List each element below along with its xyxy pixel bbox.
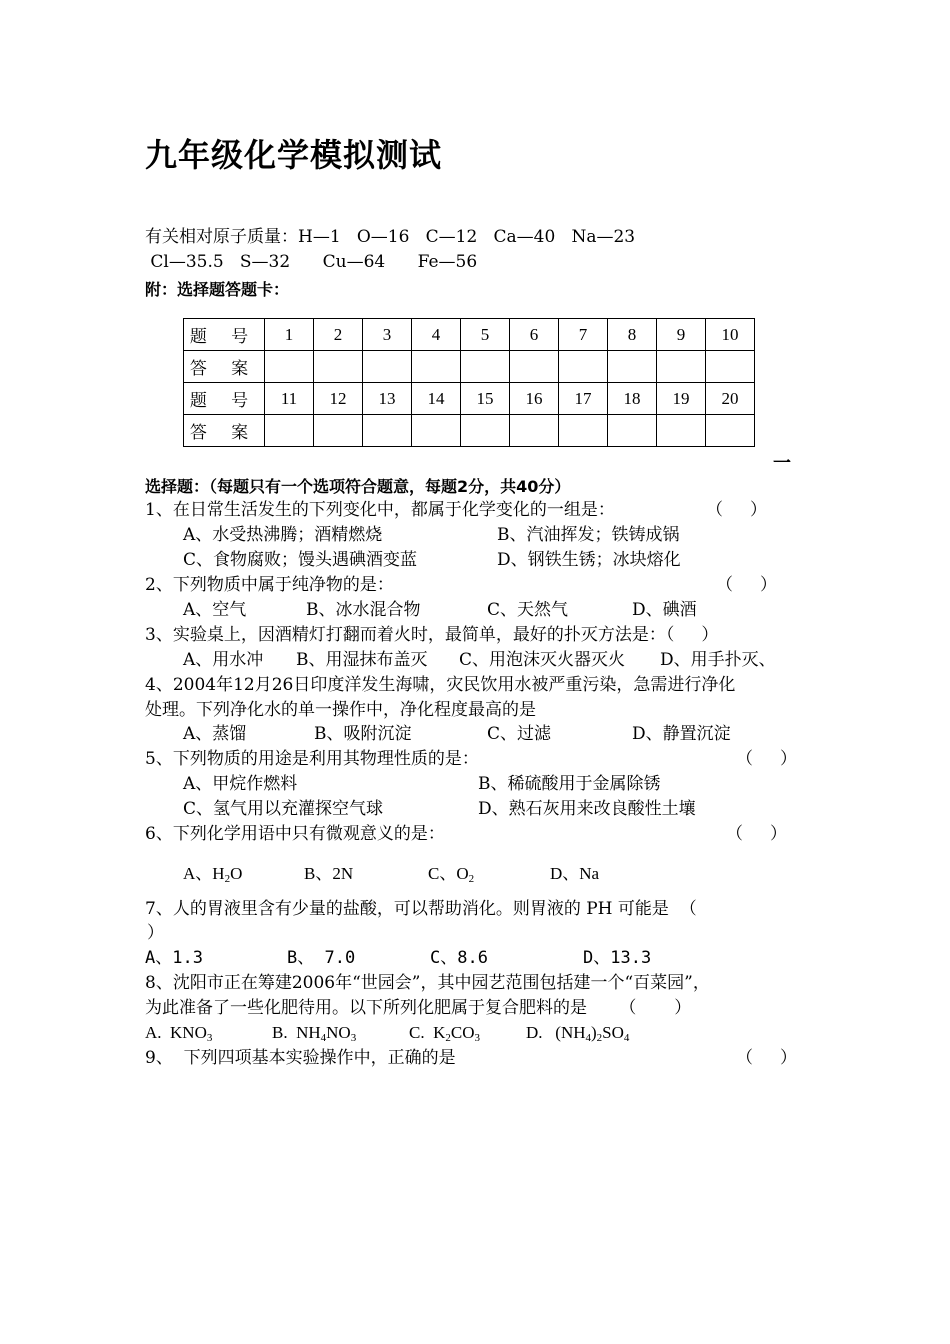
q5-option-b: B、稀硫酸用于金属除锈 (478, 774, 661, 794)
q6-answer-paren: （ ） (726, 824, 788, 844)
q3-option-d: D、用手扑灭、 (660, 650, 776, 670)
answer-cell[interactable] (510, 415, 559, 447)
answer-label: 答 案 (184, 351, 265, 383)
q7-option-d: D、13.3 (583, 948, 652, 968)
q1-option-c: C、食物腐败；馒头遇碘酒变蓝 (183, 550, 418, 570)
q5-option-a: A、甲烷作燃料 (183, 774, 298, 794)
answer-cell[interactable] (608, 415, 657, 447)
q2-answer-paren: （ ） (716, 575, 778, 595)
qnum-cell: 6 (510, 319, 559, 351)
qnum-label: 题 号 (184, 319, 265, 351)
q6-option-c: C、$O_2$ (428, 864, 475, 885)
section-heading: 选择题：（每题只有一个选项符合题意，每题2分，共40分） (145, 477, 571, 496)
q6-stem: 6、下列化学用语中只有微观意义的是： (145, 824, 445, 844)
answer-cell[interactable] (706, 351, 755, 383)
qnum-cell: 17 (559, 383, 608, 415)
qnum-cell: 20 (706, 383, 755, 415)
qnum-cell: 12 (314, 383, 363, 415)
qnum-cell: 8 (608, 319, 657, 351)
q8-stem-line-1: 8、沈阳市正在筹建2006年“世园会”，其中园艺范围包括建一个“百菜园”， (145, 973, 710, 993)
qnum-cell: 7 (559, 319, 608, 351)
qnum-cell: 13 (363, 383, 412, 415)
q7-answer-paren-close: ） (147, 923, 164, 943)
q3-option-b: B、用湿抹布盖灭 (296, 650, 428, 670)
q4-option-c: C、过滤 (487, 724, 552, 744)
q1-answer-paren: （ ） (706, 500, 768, 520)
q8-option-b: B. $NH_4NO_3$ (272, 1023, 357, 1044)
answer-card-heading: 附：选择题答题卡： (145, 280, 290, 299)
qnum-cell: 2 (314, 319, 363, 351)
answer-cell[interactable] (706, 415, 755, 447)
q7-option-a: A、1.3 (145, 948, 203, 968)
qnum-cell: 11 (265, 383, 314, 415)
qnum-cell: 16 (510, 383, 559, 415)
answer-card-row-answers-2 (184, 415, 755, 447)
page-title: 九年级化学模拟测试 (145, 136, 443, 174)
q2-option-c: C、天然气 (487, 600, 569, 620)
atomic-mass-line-2: Cl—35.5 S—32 Cu—64 Fe—56 (145, 252, 478, 272)
answer-card-table (183, 318, 755, 447)
answer-cell[interactable] (412, 351, 461, 383)
q7-stem: 7、人的胃液里含有少量的盐酸，可以帮助消化。则胃液的 PH 可能是 （ (145, 899, 697, 919)
q4-option-b: B、吸附沉淀 (314, 724, 412, 744)
q9-answer-paren: （ ） (736, 1048, 798, 1068)
answer-cell[interactable] (559, 351, 608, 383)
answer-cell[interactable] (265, 351, 314, 383)
answer-cell[interactable] (363, 415, 412, 447)
q5-option-c: C、氢气用以充灌探空气球 (183, 799, 384, 819)
answer-cell[interactable] (461, 415, 510, 447)
qnum-cell: 5 (461, 319, 510, 351)
qnum-cell: 1 (265, 319, 314, 351)
answer-cell[interactable] (657, 415, 706, 447)
answer-cell[interactable] (314, 351, 363, 383)
answer-cell[interactable] (608, 351, 657, 383)
q2-option-d: D、碘酒 (632, 600, 697, 620)
q4-stem-line-2: 处理。下列净化水的单一操作中，净化程度最高的是 (145, 700, 536, 720)
q7-option-c: C、8.6 (430, 948, 488, 968)
qnum-cell: 9 (657, 319, 706, 351)
answer-cell[interactable] (412, 415, 461, 447)
answer-cell[interactable] (265, 415, 314, 447)
q2-option-b: B、冰水混合物 (306, 600, 421, 620)
q8-option-a: A. $KNO_3$ (145, 1023, 213, 1044)
qnum-cell: 18 (608, 383, 657, 415)
q2-stem: 2、下列物质中属于纯净物的是： (145, 575, 394, 595)
answer-cell[interactable] (363, 351, 412, 383)
q4-stem-line-1: 4、2004年12月26日印度洋发生海啸，灾民饮用水被严重污染，急需进行净化 (145, 675, 736, 695)
qnum-cell: 4 (412, 319, 461, 351)
q7-option-b: B、 7.0 (287, 948, 356, 968)
qnum-cell: 14 (412, 383, 461, 415)
qnum-cell: 15 (461, 383, 510, 415)
q2-option-a: A、空气 (183, 600, 247, 620)
answer-cell[interactable] (510, 351, 559, 383)
answer-cell[interactable] (314, 415, 363, 447)
q6-option-d: D、Na (550, 864, 600, 883)
q3-option-c: C、用泡沫灭火器灭火 (459, 650, 626, 670)
answer-card-row-answers-1 (184, 351, 755, 383)
q3-option-a: A、用水冲 (183, 650, 264, 670)
q1-option-a: A、水受热沸腾；酒精燃烧 (183, 525, 383, 545)
q5-option-d: D、熟石灰用来改良酸性土壤 (478, 799, 696, 819)
answer-label: 答 案 (184, 415, 265, 447)
q5-stem: 5、下列物质的用途是利用其物理性质的是： (145, 749, 479, 769)
atomic-mass-line-1: 有关相对原子质量：H—1 O—16 C—12 Ca—40 Na—23 (145, 227, 636, 247)
qnum-cell: 3 (363, 319, 412, 351)
q1-option-b: B、汽油挥发；铁铸成锅 (497, 525, 680, 545)
q8-option-c: C. $K_2CO_3$ (409, 1023, 480, 1044)
q1-option-d: D、钢铁生锈；冰块熔化 (497, 550, 681, 570)
q6-option-a: A、$H_2O$ (183, 864, 243, 885)
q4-option-a: A、蒸馏 (183, 724, 247, 744)
answer-card-row-numbers-2 (184, 383, 755, 415)
q9-stem: 9、 下列四项基本实验操作中，正确的是 (145, 1048, 456, 1068)
q1-stem: 1、在日常生活发生的下列变化中，都属于化学变化的一组是： (145, 500, 615, 520)
qnum-cell: 10 (706, 319, 755, 351)
q8-stem-line-2: 为此准备了一些化肥待用。以下所列化肥属于复合肥料的是 （ ） (145, 998, 692, 1018)
answer-cell[interactable] (559, 415, 608, 447)
q3-stem: 3、实验桌上，因酒精灯打翻而着火时，最简单，最好的扑灭方法是：（ ） (145, 625, 719, 645)
qnum-cell: 19 (657, 383, 706, 415)
answer-cell[interactable] (657, 351, 706, 383)
answer-cell[interactable] (461, 351, 510, 383)
q5-answer-paren: （ ） (736, 749, 798, 769)
qnum-label: 题 号 (184, 383, 265, 415)
q4-option-d: D、静置沉淀 (632, 724, 731, 744)
q8-option-d: D. $(NH_4)_2SO_4$ (526, 1023, 630, 1044)
q6-option-b: B、2N (304, 864, 354, 883)
answer-card-row-numbers-1 (184, 319, 755, 351)
section-number: 一 (773, 453, 791, 474)
